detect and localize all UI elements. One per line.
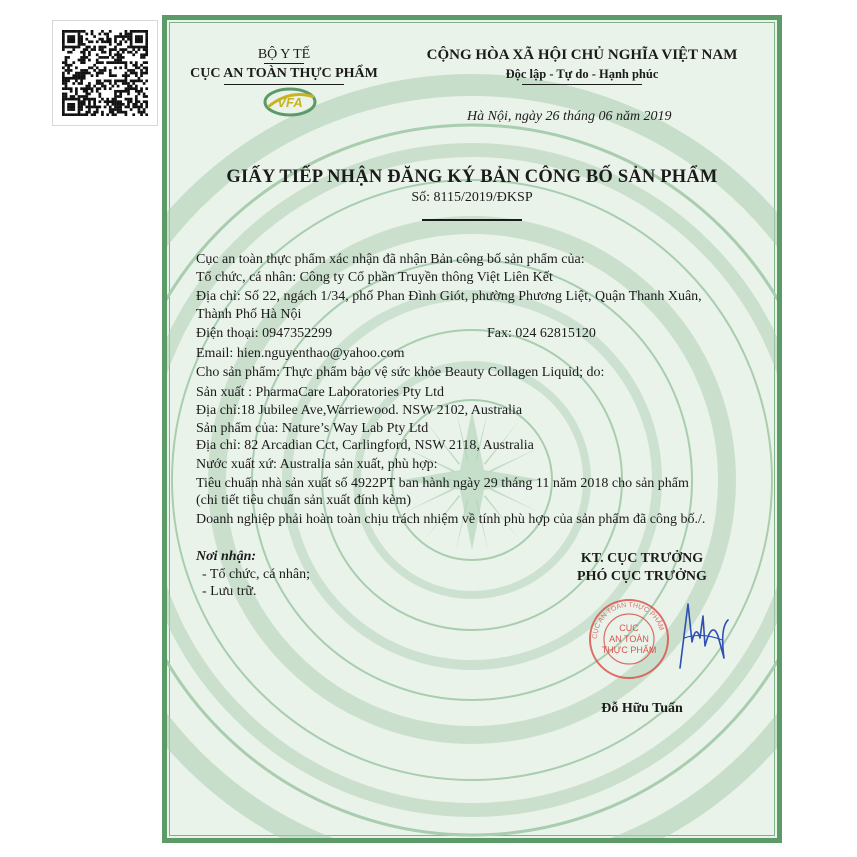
qr-code-icon: [62, 30, 148, 116]
signature-title-1: KT. CỤC TRƯỞNG: [580, 551, 704, 566]
seal-line-2: AN TOÀN: [609, 634, 649, 644]
issue-date: Hà Nội, ngày 26 tháng 06 năm 2019: [467, 109, 672, 124]
country-name: CỘNG HÒA XÃ HỘI CHỦ NGHĨA VIỆT NAM: [426, 47, 738, 63]
recipient-item: - Lưu trữ.: [202, 584, 257, 599]
signer-name: Đỗ Hữu Tuấn: [601, 701, 683, 716]
national-motto: Độc lập - Tự do - Hạnh phúc: [505, 67, 659, 81]
seal-line-3: THỰC PHẨM: [601, 645, 657, 655]
body-responsibility: Doanh nghiệp phải hoàn toàn chịu trách nhiệm về tính phù hợp của sản phẩm đã công bố./.: [196, 512, 706, 527]
seal-line-1: CỤC: [619, 623, 639, 633]
certificate: [162, 15, 782, 843]
motto-rule: [522, 84, 642, 85]
header-rule: [264, 63, 304, 64]
body-standard-line1: Tiêu chuẩn nhà sản xuất số 4922PT ban hành ngày 29 tháng 11 năm 2018 cho sản phẩm: [196, 476, 689, 491]
seal-outer-text: CỤC AN TOÀN THỰC PHẨM: [591, 601, 665, 640]
body-manufacturer: Sản xuất : PharmaCare Laboratories Pty Ltd: [196, 385, 445, 400]
body-phone: Điện thoại: 0947352299: [196, 326, 333, 341]
title-rule: [422, 219, 522, 221]
official-seal-icon: [587, 597, 671, 681]
agency-name: CỤC AN TOÀN THỰC PHẨM: [190, 66, 378, 81]
body-fax: Fax: 024 62815120: [487, 326, 596, 341]
document-title: GIẤY TIẾP NHẬN ĐĂNG KÝ BẢN CÔNG BỐ SẢN PHẨM: [226, 167, 718, 187]
recipient-item: - Tổ chức, cá nhân;: [202, 567, 311, 582]
body-product-of: Sản phẩm của: Nature’s Way Lab Pty Ltd: [196, 421, 429, 436]
handwritten-signature-icon: [672, 598, 732, 673]
logo-text: VFA: [277, 95, 303, 110]
document-number: Số: 8115/2019/ĐKSP: [411, 190, 533, 205]
ministry-name: BỘ Y TẾ: [257, 47, 311, 62]
body-product-of-address: Địa chỉ: 82 Arcadian Cct, Carlingford, NSW 2118, Australia: [196, 438, 534, 453]
vfa-logo-icon: [262, 85, 318, 119]
body-product: Cho sản phẩm: Thực phẩm bảo vệ sức khỏe Beauty Collagen Liquid; do:: [196, 365, 605, 380]
body-origin: Nước xuất xứ: Australia sản xuất, phù hợp:: [196, 457, 438, 472]
qr-code: [52, 20, 158, 126]
body-intro: Cục an toàn thực phẩm xác nhận đã nhận Bản công bố sản phẩm của:: [196, 252, 585, 267]
recipients-heading: Nơi nhận:: [196, 549, 257, 564]
body-organization: Tổ chức, cá nhân: Công ty Cổ phần Truyền thông Việt Liên Kết: [196, 270, 553, 285]
body-email: Email: hien.nguyenthao@yahoo.com: [196, 346, 405, 361]
body-address-line2: Thành Phố Hà Nội: [196, 307, 302, 322]
body-address-line1: Địa chỉ: Số 22, ngách 1/34, phố Phan Đình Giót, phường Phương Liệt, Quận Thanh Xuân,: [196, 289, 702, 304]
body-manufacturer-address: Địa chỉ:18 Jubilee Ave,Warriewood. NSW 2102, Australia: [196, 403, 523, 418]
signature-title-2: PHÓ CỤC TRƯỞNG: [577, 569, 707, 584]
body-standard-line2: (chi tiết tiêu chuẩn sản xuất đính kèm): [196, 493, 411, 508]
